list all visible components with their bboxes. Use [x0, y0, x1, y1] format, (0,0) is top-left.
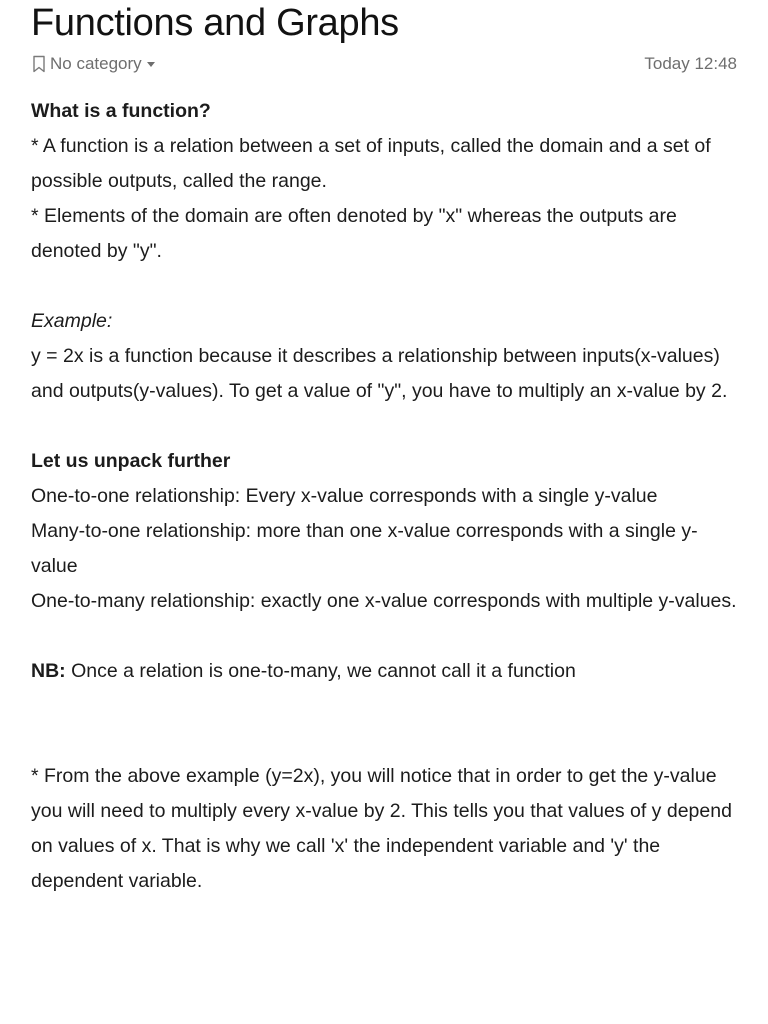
bullet-x-y-notation: * Elements of the domain are often denoted by "x" whereas the outputs are denoted by "y".: [31, 205, 677, 262]
heading-unpack: Let us unpack further: [31, 450, 231, 472]
nb-paragraph: [31, 654, 741, 689]
note-meta-bar: [31, 52, 737, 76]
blank-line: [31, 619, 741, 654]
caret-down-icon: [145, 59, 157, 69]
heading-what-is-function: What is a function?: [31, 100, 211, 122]
one-to-many-text: One-to-many relationship: exactly one x-value corresponds with multiple y-values.: [31, 590, 737, 612]
many-to-one-text: Many-to-one relationship: more than one x-value corresponds with a single y-value: [31, 520, 698, 577]
one-to-one-text: One-to-one relationship: Every x-value corresponds with a single y-value: [31, 485, 658, 507]
example-label: Example:: [31, 310, 113, 332]
nb-label: NB:: [31, 660, 66, 682]
bullet-domain-range: * A function is a relation between a set of inputs, called the domain and a set of possible outputs, called the range.: [31, 135, 711, 192]
note-body[interactable]: [31, 94, 741, 899]
blank-lines: [31, 689, 741, 759]
nb-text: Once a relation is one-to-many, we cannot call it a function: [71, 660, 576, 682]
blank-line: [31, 409, 741, 444]
note-timestamp: Today 12:48: [644, 54, 737, 73]
blank-line: [31, 269, 741, 304]
category-label: No category: [50, 54, 142, 73]
example-text: y = 2x is a function because it describes a relationship between inputs(x-values) and outputs(y-values). To get a value of "y", you have to multiply an x-value by 2.: [31, 345, 728, 402]
category-selector[interactable]: [31, 54, 157, 74]
final-paragraph: * From the above example (y=2x), you will notice that in order to get the y-value you will need to multiply every x-value by 2. This tells you that values of y depend on values of x. That is why we call 'x' the independent variable and 'y' the dependent variable.: [31, 765, 732, 892]
note-title[interactable]: Functions and Graphs: [31, 2, 399, 44]
bookmark-icon: [31, 55, 47, 73]
